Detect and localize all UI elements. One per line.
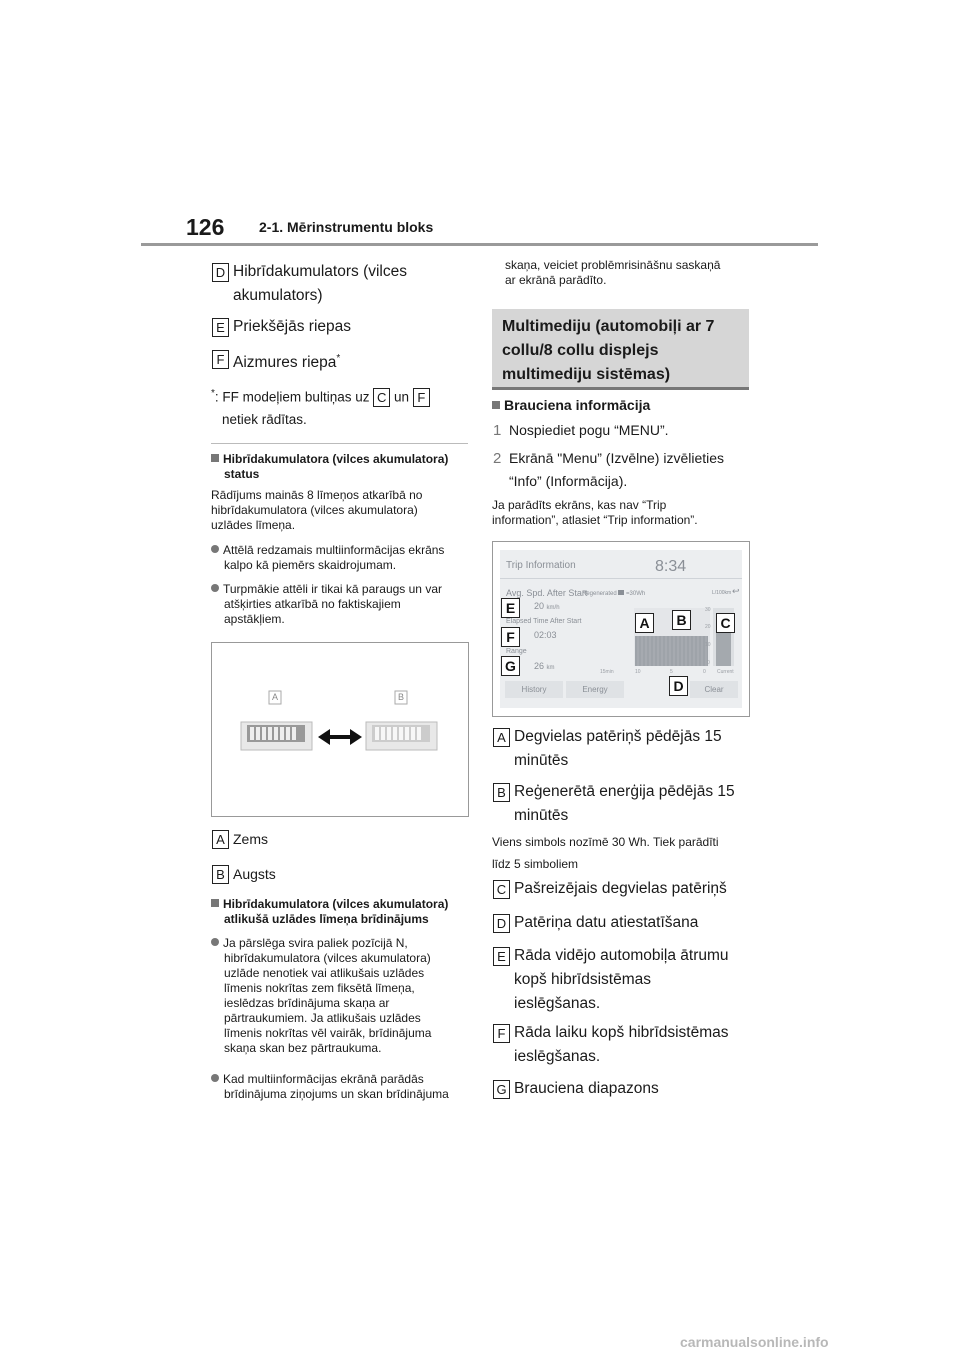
label-box-g: G	[493, 1080, 510, 1099]
screen-divider	[500, 578, 742, 579]
callout-g: G	[501, 656, 520, 676]
legend-item-a	[493, 725, 755, 773]
item-text-line: Rāda laiku kopš hibrīdsistēmas	[514, 1024, 729, 1041]
legend-item-a	[212, 827, 462, 851]
label-box-d: D	[493, 914, 510, 933]
text-line: brīdinājuma ziņojums un skan brīdinājuma	[224, 1087, 449, 1101]
regen-label	[582, 590, 645, 597]
section-title-line: Hibrīdakumulatora (vilces akumulatora)	[223, 897, 449, 911]
footnote-text: : FF modeļiem bultiņas uz	[214, 389, 370, 405]
footnote	[211, 384, 471, 408]
label-box-a: A	[493, 728, 510, 747]
screen-clock: 8:34	[655, 558, 687, 575]
energy-button[interactable]: Energy	[566, 681, 624, 698]
section-title-line: Hibrīdakumulatora (vilces akumulatora)	[223, 452, 449, 466]
text-line: līmenis nokrītas zem fiksētā līmeņa,	[224, 981, 415, 995]
note	[492, 831, 754, 875]
legend-item-c	[493, 877, 755, 901]
text-line: Rādījums mainās 8 līmeņos atkarībā no	[211, 488, 423, 502]
label-box-e: E	[493, 947, 510, 966]
label-box-d: D	[212, 263, 229, 282]
step-text: “Info” (Informācija).	[509, 473, 628, 489]
footnote-text-mid: un	[394, 389, 410, 405]
item-text-line: minūtēs	[514, 807, 569, 824]
bullet-dot-icon	[211, 584, 219, 592]
callout-f: F	[501, 627, 520, 647]
label-box-a: A	[212, 830, 229, 849]
item-text-line: ieslēgšanas.	[514, 995, 601, 1012]
x-tick: 15min	[600, 669, 614, 675]
callout-c: C	[716, 613, 735, 633]
label-box-b: B	[212, 865, 229, 884]
figure-label-a: A	[272, 692, 279, 702]
text-line: skaņa skan bez pārtraukuma.	[224, 1041, 382, 1055]
step-1	[493, 419, 753, 442]
step-text: Nospiediet pogu “MENU”.	[509, 422, 669, 438]
x-tick: 10	[635, 669, 641, 675]
paragraph	[211, 488, 471, 533]
text-line: līdz 5 simboliem	[492, 857, 579, 871]
elapsed-label: Elapsed Time After Start	[506, 618, 582, 625]
callout-a: A	[635, 613, 654, 633]
item-text-line: Hibrīdakumulators (vilces	[233, 263, 407, 280]
legend-item-e	[212, 315, 462, 339]
range-value	[534, 661, 555, 671]
section-title-text: Brauciena informācija	[504, 397, 651, 413]
bullet-dot-icon	[211, 938, 219, 946]
callout-b: B	[672, 610, 691, 630]
banner-line: Multimediju (automobiļi ar 7	[502, 318, 715, 335]
footnote-star: *	[211, 388, 215, 399]
legend-item-b	[493, 780, 755, 828]
text-line: Kad multiinformācijas ekrānā parādās	[223, 1072, 424, 1086]
item-text: Priekšējās riepas	[233, 318, 352, 335]
item-text: Aizmures riepa	[233, 354, 337, 372]
note	[492, 498, 752, 528]
screen-title: Trip Information	[506, 560, 576, 571]
range-unit: km	[546, 665, 555, 671]
legend-item-f	[493, 1021, 755, 1069]
range-label: Range	[506, 648, 527, 655]
item-text: Augsts	[233, 866, 276, 882]
label-box-e: E	[212, 318, 229, 337]
regen-unit: =30Wh	[626, 591, 646, 597]
label-box-c: C	[493, 880, 510, 899]
label-box-f: F	[212, 350, 229, 369]
avg-speed-label: Avg. Spd. After Start	[506, 588, 588, 598]
text-line: pārtraukumiem. Ja atlikušais uzlādes	[224, 1011, 421, 1025]
item-text-line: akumulators)	[233, 287, 323, 304]
legend-item-d	[493, 911, 755, 935]
legend-item-e	[493, 944, 755, 1016]
text-line: ieslēdzas brīdinājuma skaņa ar	[224, 996, 390, 1010]
avg-speed-unit: km/h	[546, 605, 560, 611]
section-title	[492, 397, 650, 413]
bullet-dot-icon	[211, 545, 219, 553]
label-box-f: F	[413, 388, 430, 407]
callout-e: E	[501, 598, 520, 618]
y-tick: 10	[705, 642, 711, 648]
label-box-b: B	[493, 783, 510, 802]
y-tick: 20	[705, 624, 711, 630]
text-line: Ja parādīts ekrāns, kas nav “Trip	[492, 498, 667, 512]
label-box-c: C	[373, 388, 390, 407]
item-text-line: kopš hibrīdsistēmas	[514, 971, 651, 988]
bullet-dot-icon	[211, 1074, 219, 1082]
square-bullet-icon	[492, 401, 500, 409]
header-rule	[141, 243, 818, 246]
regen-text: Regenerated	[582, 591, 617, 597]
legend-item-g	[493, 1077, 755, 1101]
legend-item-b	[212, 862, 462, 886]
item-text: Pašreizējais degvielas patēriņš	[514, 880, 727, 897]
text-line: skaņa, veiciet problēmrisināšnu saskaņā	[505, 258, 721, 272]
item-text-line: ieslēgšanas.	[514, 1048, 601, 1065]
figure-label-b: B	[398, 692, 405, 702]
x-tick: 5	[670, 669, 673, 675]
text-line: Ja pārslēga svira paliek pozīcijā N,	[223, 936, 408, 950]
text-line: information”, atlasiet “Trip information”.	[492, 513, 698, 527]
footnote-line2: netiek rādītas.	[222, 412, 307, 427]
text-line: ar ekrānā parādīto.	[505, 273, 607, 287]
label-box-f: F	[493, 1024, 510, 1043]
text-line: hibrīdakumulatora (vilces akumulatora)	[211, 503, 418, 517]
text-line: Viens simbols nozīmē 30 Wh. Tiek parādīti	[492, 835, 719, 849]
text-line: atšķirties atkarībā no faktiskajiem	[224, 597, 401, 611]
y-tick: 0	[707, 660, 710, 666]
x-tick: Current	[717, 669, 734, 675]
step-text: Ekrānā "Menu” (Izvēlne) izvēlieties	[509, 450, 725, 466]
y-tick: 30	[705, 607, 711, 613]
history-button[interactable]: History	[505, 681, 563, 698]
avg-speed-number: 20	[534, 601, 545, 611]
bullet-item	[211, 582, 486, 627]
trip-info-screen	[500, 550, 742, 708]
text-line: kalpo kā piemērs skaidrojumam.	[224, 558, 397, 572]
clear-button[interactable]: Clear	[690, 681, 738, 698]
trip-info-figure	[492, 541, 750, 717]
bullet-item	[211, 543, 486, 573]
watermark: carmanualsonline.info	[680, 1334, 829, 1350]
item-text-line: Rāda vidējo automobiļa ātrumu	[514, 947, 729, 964]
bullet-item	[211, 936, 486, 1056]
footnote-mark: *	[336, 353, 341, 364]
banner-line: collu/8 collu displejs	[502, 342, 659, 359]
section-header: 2-1. Mērinstrumentu bloks	[259, 219, 434, 235]
section-title	[211, 452, 486, 482]
x-tick: 0	[703, 669, 706, 675]
text-line: uzlādes līmeņa.	[211, 518, 296, 532]
banner-line: multimediju sistēmas)	[502, 366, 671, 383]
item-text: Brauciena diapazons	[514, 1080, 659, 1097]
step-number: 2	[493, 450, 502, 467]
item-text-line: minūtēs	[514, 752, 569, 769]
bullet-item	[211, 1072, 486, 1102]
elapsed-value: 02:03	[534, 630, 557, 640]
item-text-line: Reģenerētā enerģija pēdējās 15	[514, 783, 735, 800]
text-line: Attēlā redzamais multiinformācijas ekrāns	[223, 543, 445, 557]
paragraph-continued	[505, 258, 755, 288]
range-number: 26	[534, 661, 545, 671]
callout-d: D	[669, 676, 688, 696]
divider	[211, 443, 468, 444]
item-text: Patēriņa datu atiestatīšana	[514, 914, 699, 931]
legend-item-d	[212, 260, 462, 308]
square-bullet-icon	[211, 454, 219, 462]
section-title-line: atlikušā uzlādes līmeņa brīdinājums	[224, 912, 429, 926]
text-line: hibrīdakumulatora (vilces akumulatora)	[224, 951, 431, 965]
text-line: Turpmākie attēli ir tikai kā paraugs un var	[223, 582, 442, 596]
text-line: uzlāde nenotiek vai atlikušais uzlādes	[224, 966, 425, 980]
section-title	[211, 897, 486, 927]
square-bullet-icon	[211, 899, 219, 907]
page-number: 126	[186, 214, 225, 240]
item-text: Zems	[233, 831, 268, 847]
text-line: apstākļiem.	[224, 612, 285, 626]
section-title-line: status	[224, 467, 260, 481]
item-text-line: Degvielas patēriņš pēdējās 15	[514, 728, 722, 745]
step-2	[493, 447, 755, 492]
consumption-unit: L/100km	[712, 590, 732, 596]
back-icon[interactable]: ↩	[732, 586, 740, 596]
avg-speed-value	[534, 601, 560, 611]
battery-illustration	[212, 643, 468, 816]
battery-level-figure	[211, 642, 469, 817]
step-number: 1	[493, 422, 502, 439]
regen-icon	[618, 590, 624, 595]
text-line: līmenis nokrītas vēl vairāk, brīdinājuma	[224, 1026, 432, 1040]
section-banner	[492, 309, 749, 390]
legend-item-f	[212, 347, 462, 375]
